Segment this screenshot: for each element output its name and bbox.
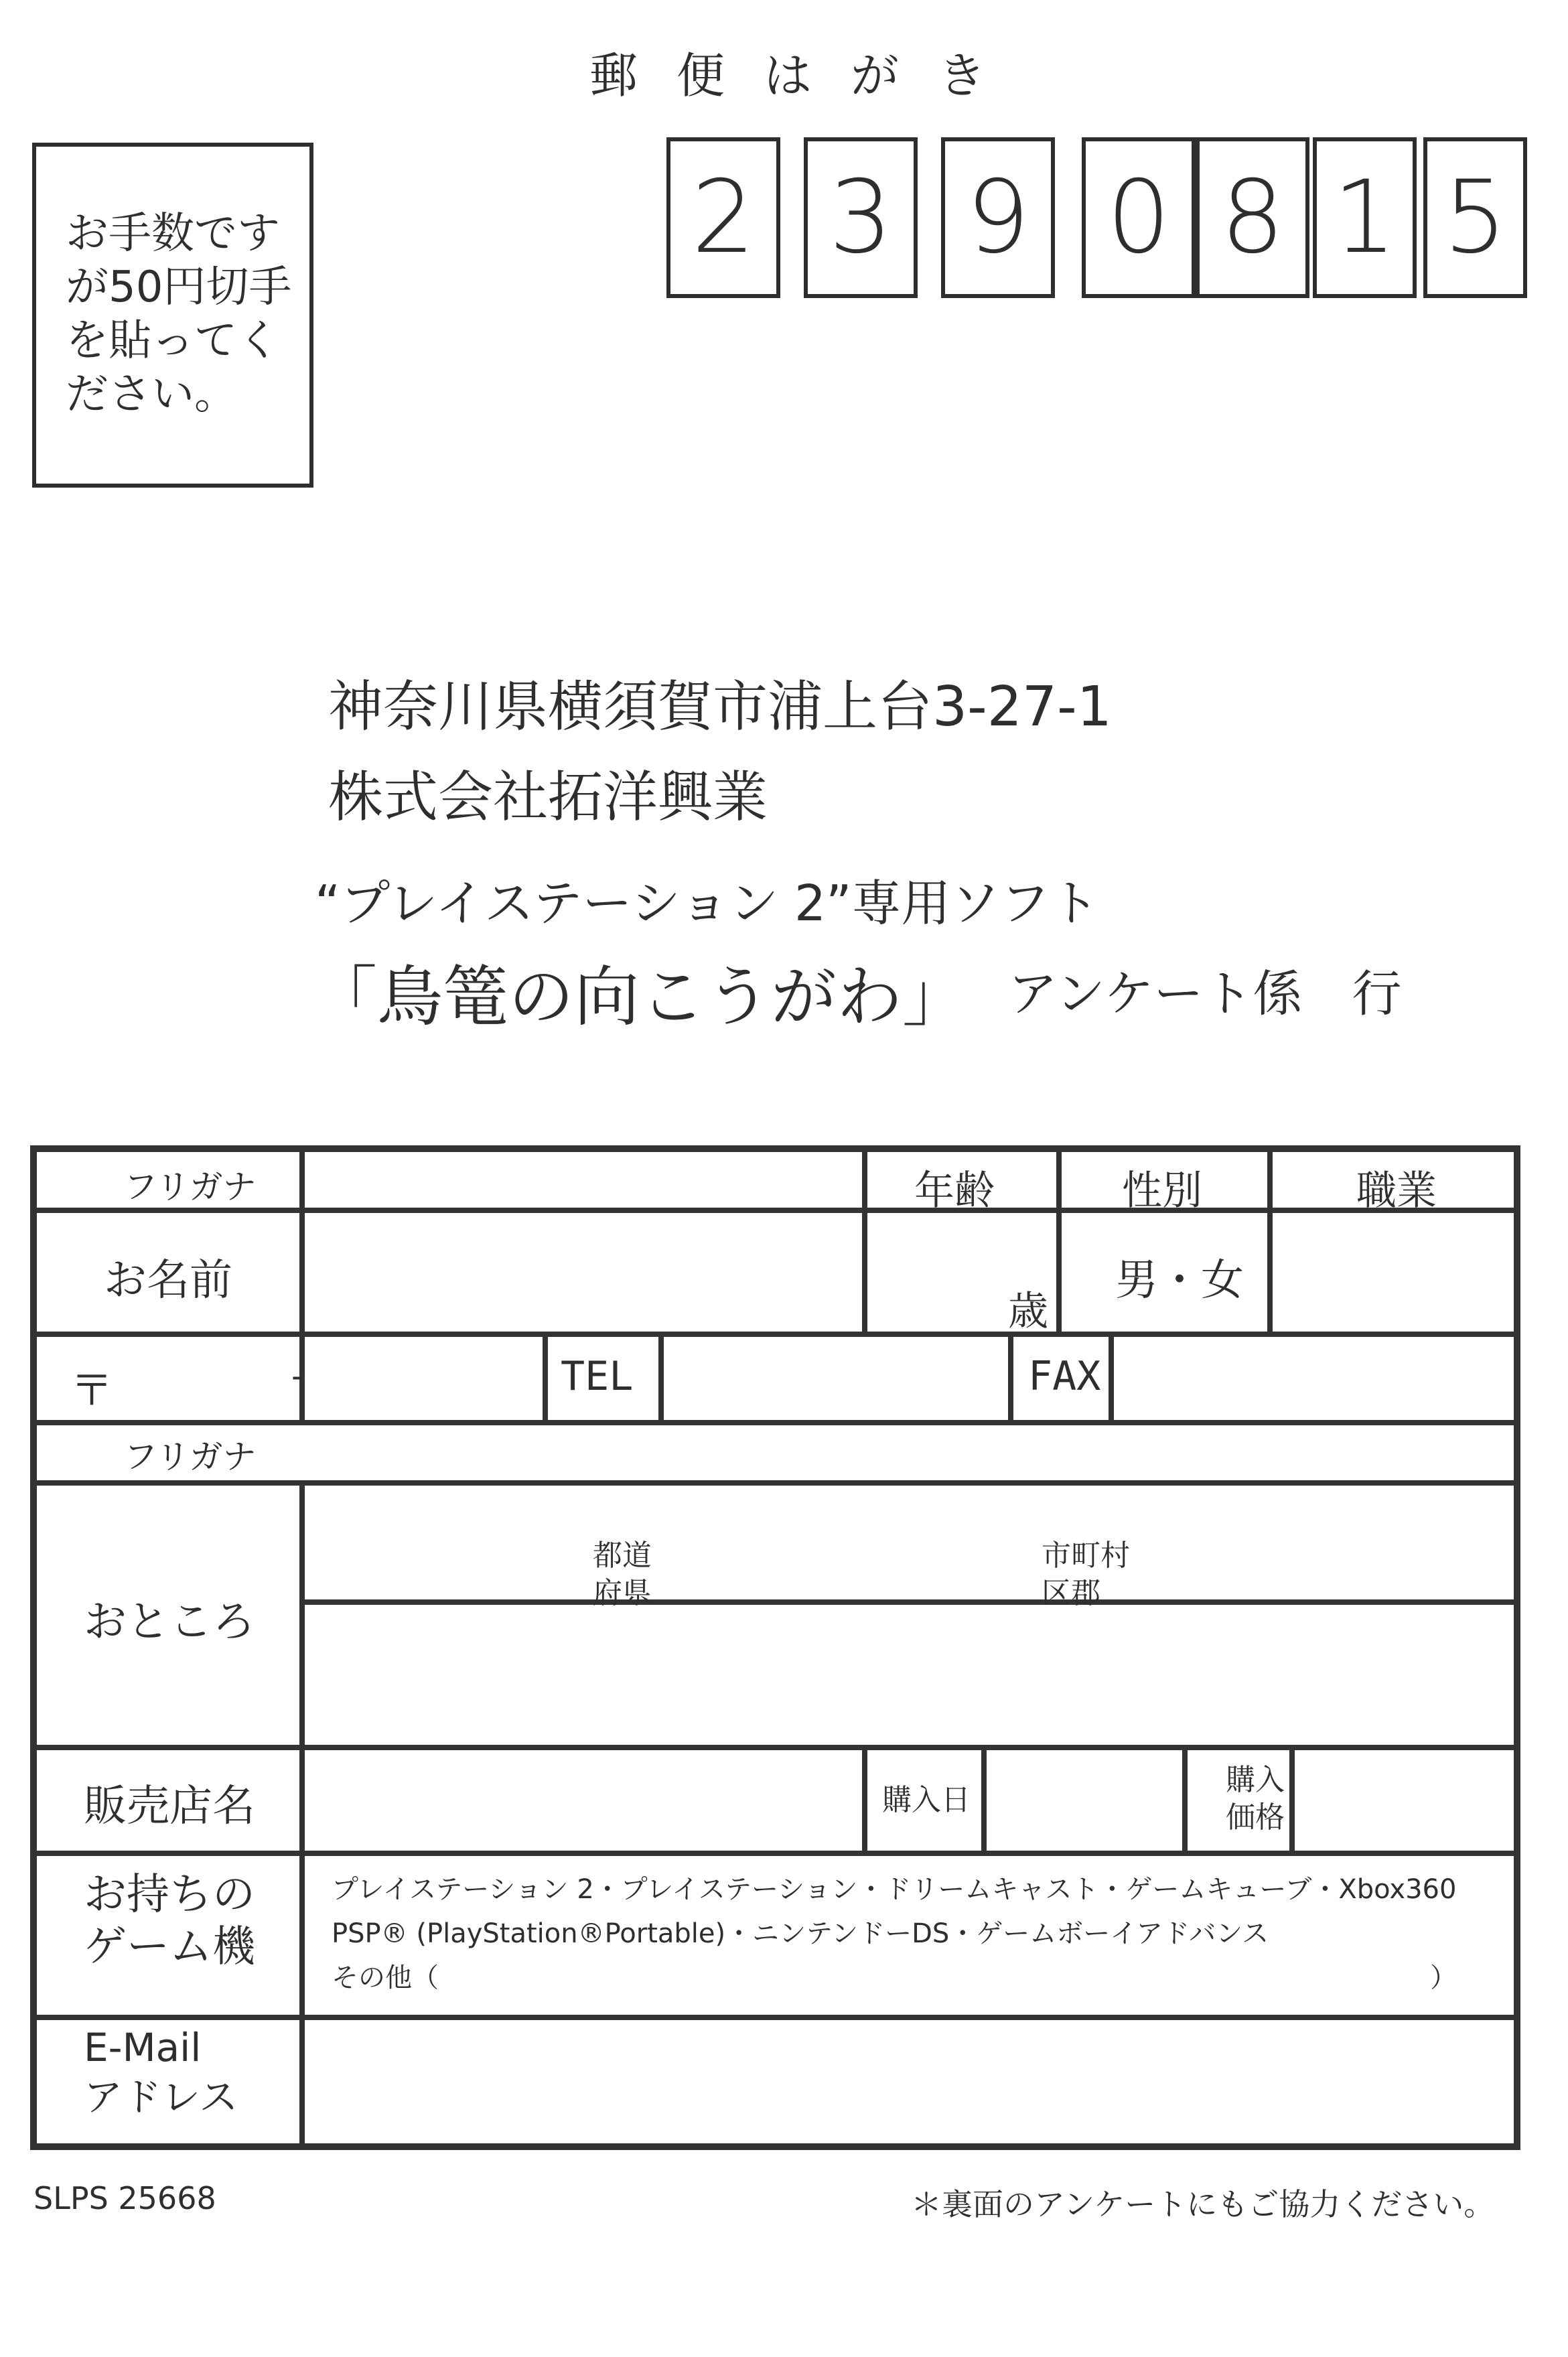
fax-label: FAX [1028,1353,1101,1400]
col-divider [862,1745,867,1851]
postal-dash: - [291,1356,304,1395]
city-label: 市町村 区郡 [1042,1539,1130,1610]
store-label: 販売店名 [84,1782,255,1831]
age-label: 年齢 [914,1167,995,1214]
col-divider [543,1332,548,1420]
name-label: お名前 [104,1256,232,1305]
recipient-address: 神奈川県横須賀市浦上台3-27-1 [328,675,1112,739]
col-divider [862,1152,867,1332]
product-code: SLPS 25668 [33,2180,216,2216]
postal-digit[interactable]: 0 [1082,137,1196,298]
row-divider [37,1420,1514,1425]
stamp-instruction: お手数ですが50円切手を貼ってください。 [66,209,292,419]
postcard-title: 郵便はがき [589,48,1025,104]
software-line: “プレイステーション 2”専用ソフト [315,875,1100,932]
consoles-options-line2[interactable]: PSP® (PlayStation®Portable)・ニンテンドーDS・ゲームボーイアドバンス [332,1918,1269,1949]
row-divider [37,1332,1514,1337]
address-label: おところ [84,1597,255,1647]
email-label: E-Mail アドレス [84,2025,238,2120]
recipient-suffix: アンケート係 行 [1008,965,1402,1023]
col-divider [1289,1745,1295,1851]
row-divider [37,1480,1514,1486]
recipient-company: 株式会社拓洋興業 [328,766,768,829]
postal-digit[interactable]: 9 [941,137,1055,298]
purchase-price-label: 購入 価格 [1226,1763,1285,1835]
game-title: 「鳥篭の向こうがわ」 [311,959,969,1035]
occupation-label: 職業 [1356,1167,1437,1214]
consoles-other-label: その他（ [332,1962,439,1993]
age-unit: 歳 [1008,1288,1048,1335]
furigana-address-label: フリガナ [124,1437,257,1476]
col-divider [1109,1332,1114,1420]
gender-label: 性別 [1122,1167,1202,1214]
tel-label: TEL [561,1353,634,1400]
postal-digit[interactable]: 2 [666,137,780,298]
gender-options[interactable]: 男・女 [1115,1256,1244,1305]
row-divider [37,2015,1514,2020]
col-divider [658,1332,664,1420]
col-divider [1056,1152,1062,1332]
row-divider [305,1599,1514,1605]
postal-mark: 〒 [70,1366,113,1416]
prefecture-label: 都道 府県 [593,1539,652,1610]
postal-digit[interactable]: 1 [1313,137,1417,298]
col-divider [1008,1332,1013,1420]
col-divider [299,1480,305,2150]
postal-digit[interactable]: 8 [1196,137,1309,298]
row-divider [37,1851,1514,1856]
consoles-label: お持ちの ゲーム機 [84,1870,255,1972]
postal-digit[interactable]: 5 [1423,137,1527,298]
footer-note: ＊裏面のアンケートにもご協力ください。 [911,2186,1495,2222]
consoles-options-line1[interactable]: プレイステーション 2・プレイステーション・ドリームキャスト・ゲームキューブ・Xbox360 [332,1874,1457,1905]
col-divider [981,1745,987,1851]
furigana-label: フリガナ [124,1167,257,1206]
row-divider [37,1208,1514,1213]
col-divider [1267,1152,1273,1332]
purchase-date-label: 購入日 [882,1783,971,1817]
survey-form [30,1145,1520,2150]
postal-digit[interactable]: 3 [804,137,918,298]
stamp-box [32,143,313,488]
col-divider [1182,1745,1188,1851]
consoles-other-close: ） [1430,1962,1457,1993]
